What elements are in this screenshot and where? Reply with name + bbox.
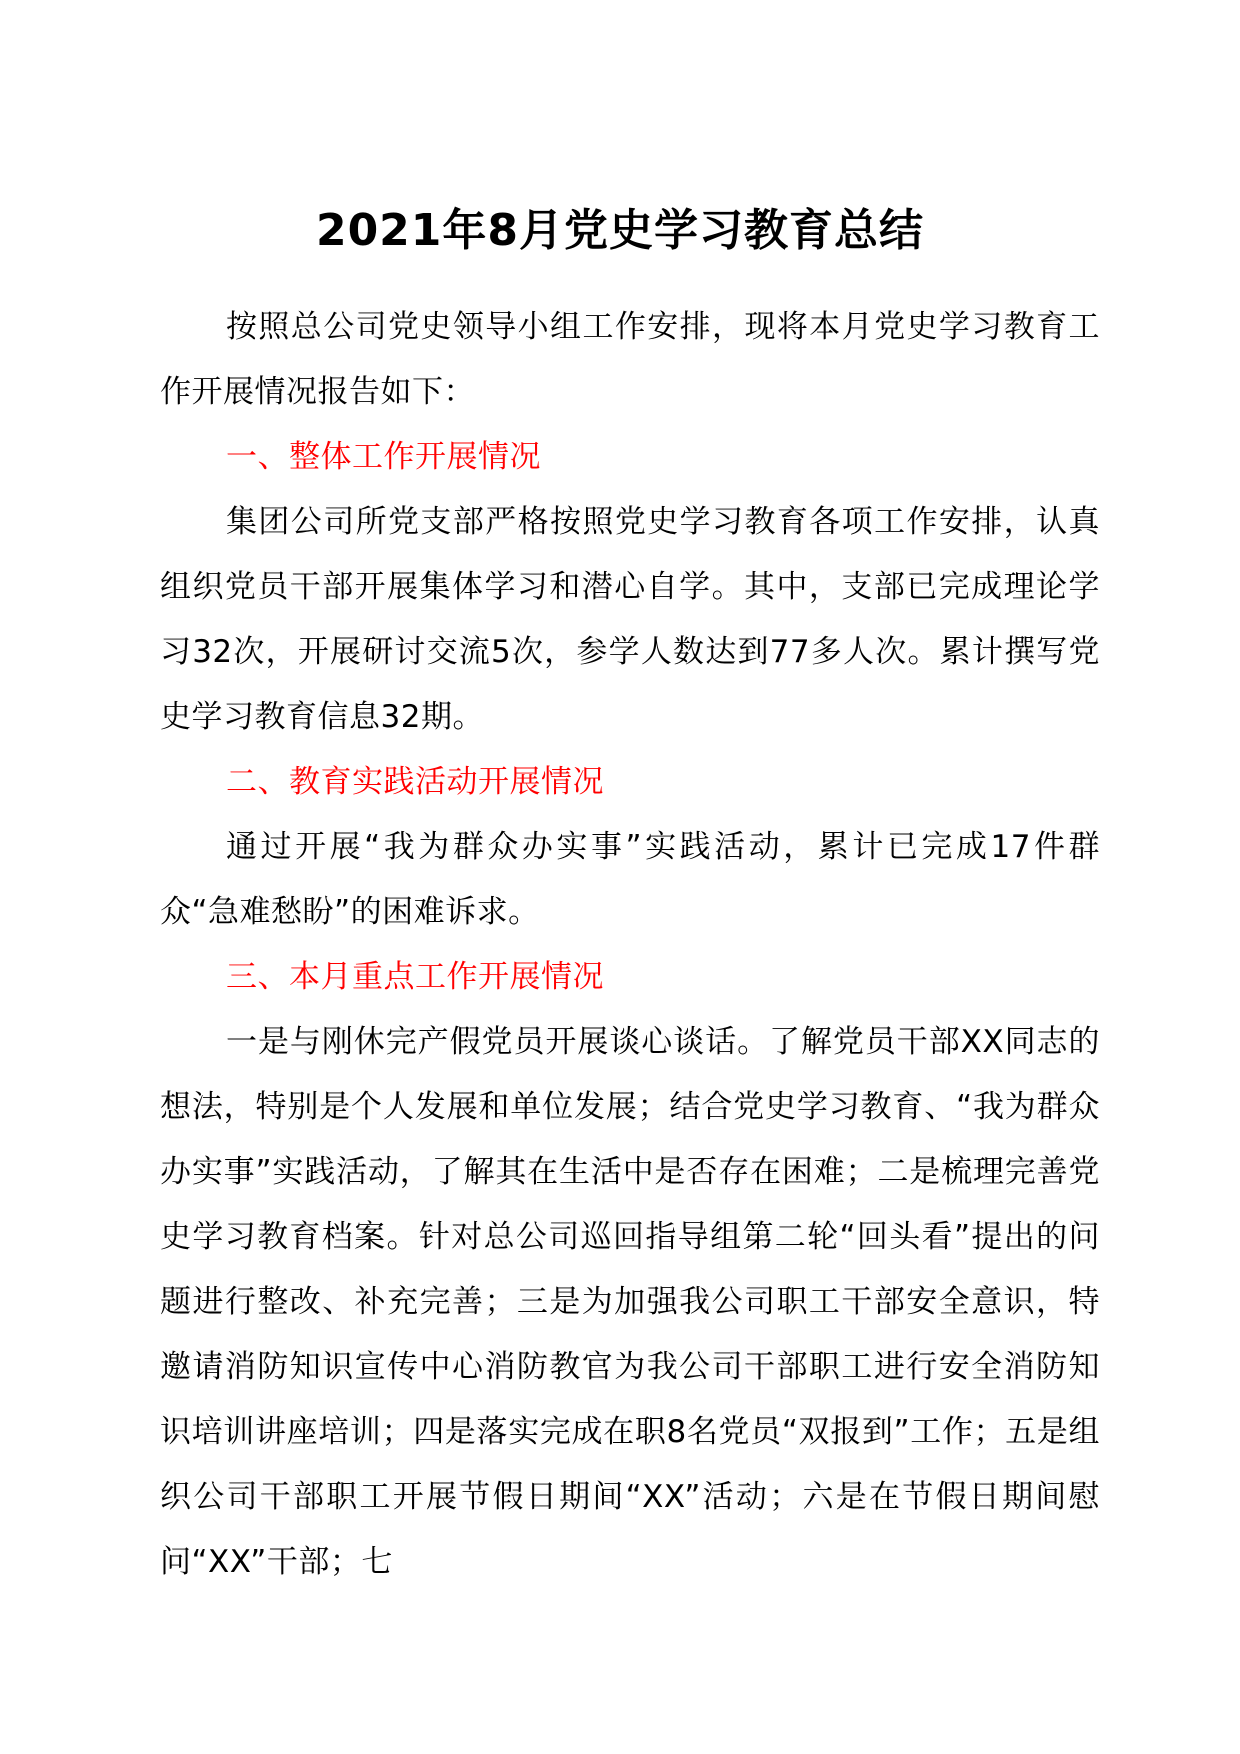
section-heading-1: 一、整体工作开展情况 (226, 439, 541, 475)
intro-paragraph: 按照总公司党史领导小组工作安排，现将本月党史学习教育工作开展情况报告如下： (160, 309, 1100, 410)
section-heading-3: 三、本月重点工作开展情况 (226, 959, 604, 995)
document-body (160, 295, 1100, 1595)
section-paragraph-2: 通过开展“我为群众办实事”实践活动，累计已完成17件群众“急难愁盼”的困难诉求。 (160, 829, 1100, 930)
section-paragraph-1: 集团公司所党支部严格按照党史学习教育各项工作安排，认真组织党员干部开展集体学习和潜心自学。其中，支部已完成理论学习32次，开展研讨交流5次，参学人数达到77多人次。累计撰写党史学习教育信息32期。 (160, 504, 1100, 735)
section-paragraph-3: 一是与刚休完产假党员开展谈心谈话。了解党员干部XX同志的想法，特别是个人发展和单位发展；结合党史学习教育、“我为群众办实事”实践活动，了解其在生活中是否存在困难；二是梳理完善党史学习教育档案。针对总公司巡回指导组第二轮“回头看”提出的问题进行整改、补充完善；三是为加强我公司职工干部安全意识，特邀请消防知识宣传中心消防教官为我公司干部职工进行安全消防知识培训讲座培训；四是落实完成在职8名党员“双报到”工作；五是组织公司干部职工开展节假日期间“XX”活动；六是在节假日期间慰问“XX”干部；七 (160, 1024, 1100, 1580)
document-title: 2021年8月党史学习教育总结 (315, 205, 925, 256)
section-heading-2: 二、教育实践活动开展情况 (226, 764, 604, 800)
